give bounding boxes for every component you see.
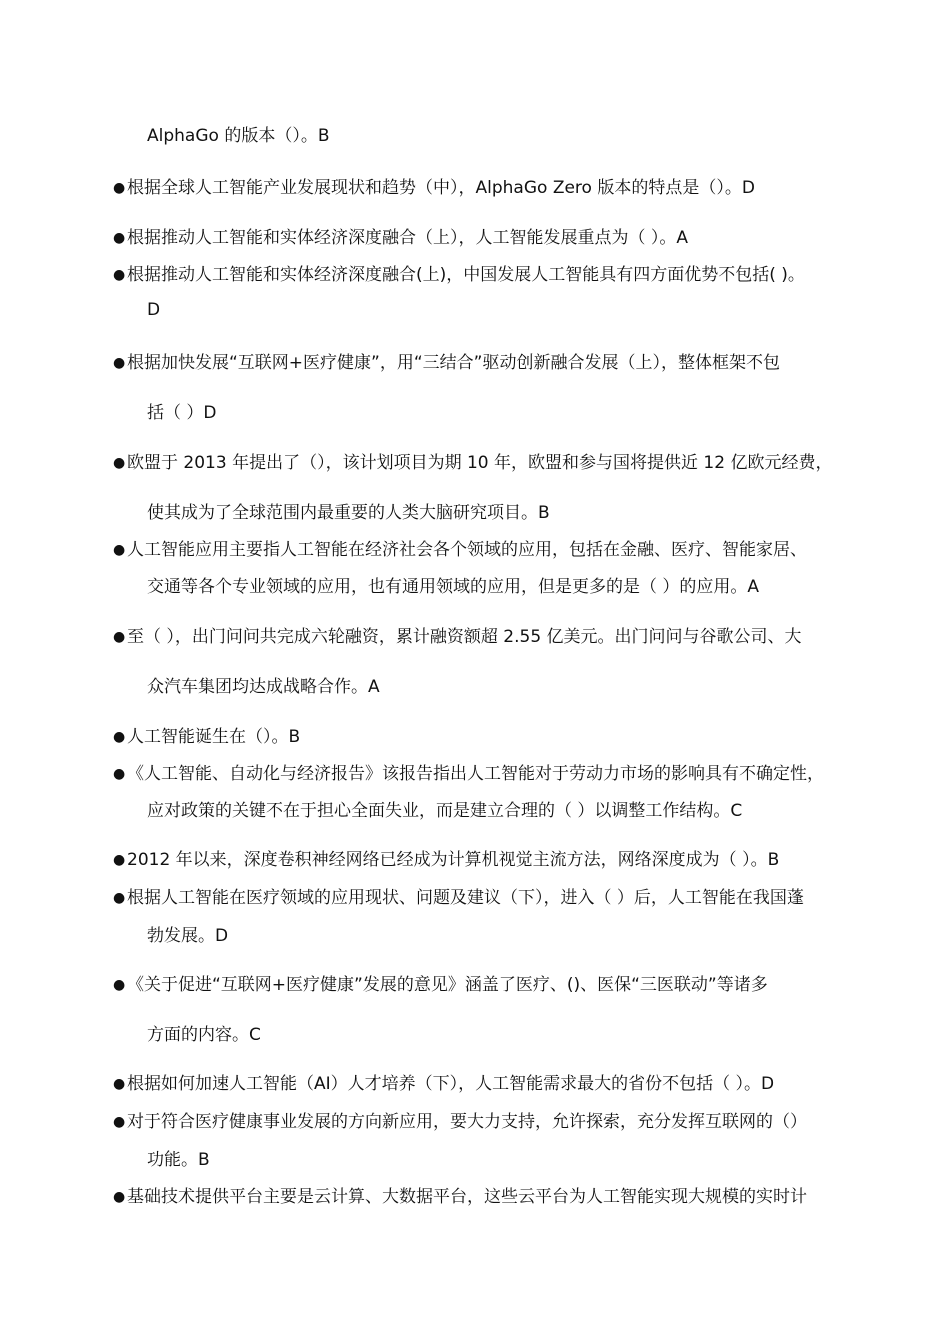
bullet-icon: ●: [113, 1076, 126, 1092]
question-item: [113, 452, 832, 474]
bullet-icon: ●: [113, 455, 126, 471]
bullet-icon: ●: [113, 729, 126, 745]
question-text: 对于符合医疗健康事业发展的方向新应用，要大力支持，允许探索，充分发挥互联网的（）: [127, 1112, 807, 1132]
question-line: 应对政策的关键不在于担心全面失业，而是建立合理的（ ）以调整工作结构。C: [147, 801, 743, 821]
question-line: 括（ ）D: [147, 403, 217, 423]
bullet-icon: ●: [113, 230, 126, 246]
bullet-icon: ●: [113, 1114, 126, 1130]
question-text: 根据人工智能在医疗领域的应用现状、问题及建议（下），进入（ ）后，人工智能在我国蓬: [127, 888, 804, 908]
question-line: 使其成为了全球范围内最重要的人类大脑研究项目。B: [147, 503, 550, 523]
question-text: 根据推动人工智能和实体经济深度融合(上)，中国发展人工智能具有四方面优势不包括( )。: [127, 265, 805, 285]
bullet-icon: ●: [113, 1189, 126, 1205]
question-item: [113, 1186, 807, 1208]
question-text: 《人工智能、自动化与经济报告》该报告指出人工智能对于劳动力市场的影响具有不确定性，: [127, 764, 824, 784]
question-item: [113, 539, 807, 561]
question-item: [113, 177, 755, 199]
bullet-icon: ●: [113, 542, 126, 558]
bullet-icon: ●: [113, 180, 126, 196]
question-line: 勃发展。D: [147, 926, 229, 946]
question-line: AlphaGo 的版本（）。B: [147, 126, 330, 146]
question-text: 根据如何加速人工智能（AI）人才培养（下），人工智能需求最大的省份不包括（ ）。D: [127, 1074, 775, 1094]
question-item: [113, 974, 768, 996]
question-text: 基础技术提供平台主要是云计算、大数据平台，这些云平台为人工智能实现大规模的实时计: [127, 1187, 807, 1207]
question-text: 《关于促进“互联网+医疗健康”发展的意见》涵盖了医疗、()、医保“三医联动”等诸多: [127, 975, 768, 995]
question-item: [113, 227, 688, 249]
bullet-icon: ●: [113, 890, 126, 906]
question-text: 根据加快发展“互联网+医疗健康”，用“三结合”驱动创新融合发展（上），整体框架不包: [127, 353, 780, 373]
question-text: 根据推动人工智能和实体经济深度融合（上），人工智能发展重点为（ ）。A: [127, 228, 689, 248]
question-text: 人工智能诞生在（）。B: [127, 727, 301, 747]
question-line: 交通等各个专业领域的应用，也有通用领域的应用，但是更多的是（ ）的应用。A: [147, 577, 760, 597]
question-item: [113, 1073, 774, 1095]
bullet-icon: ●: [113, 977, 126, 993]
question-text: 2012 年以来，深度卷积神经网络已经成为计算机视觉主流方法，网络深度成为（ ）。B: [127, 850, 780, 870]
question-line: D: [147, 300, 161, 320]
question-line: 方面的内容。C: [147, 1025, 261, 1045]
bullet-icon: ●: [113, 766, 126, 782]
question-item: [113, 849, 779, 871]
question-text: 人工智能应用主要指人工智能在经济社会各个领域的应用，包括在金融、医疗、智能家居、: [127, 540, 807, 560]
bullet-icon: ●: [113, 267, 126, 283]
question-item: [113, 726, 300, 748]
question-item: [113, 1111, 807, 1133]
question-text: 欧盟于 2013 年提出了（），该计划项目为期 10 年，欧盟和参与国将提供近 12 亿欧元经费，: [127, 453, 833, 473]
bullet-icon: ●: [113, 355, 126, 371]
question-item: [113, 763, 824, 785]
question-item: [113, 264, 805, 286]
question-text: 至（ ），出门问问共完成六轮融资，累计融资额超 2.55 亿美元。出门问问与谷歌公司、大: [127, 627, 802, 647]
question-line: 功能。B: [147, 1150, 210, 1170]
bullet-icon: ●: [113, 629, 126, 645]
question-text: 根据全球人工智能产业发展现状和趋势（中），AlphaGo Zero 版本的特点是（）。D: [127, 178, 755, 198]
bullet-icon: ●: [113, 852, 126, 868]
question-item: [113, 352, 780, 374]
question-item: [113, 887, 804, 909]
question-line: 众汽车集团均达成战略合作。A: [147, 677, 380, 697]
question-item: [113, 626, 802, 648]
